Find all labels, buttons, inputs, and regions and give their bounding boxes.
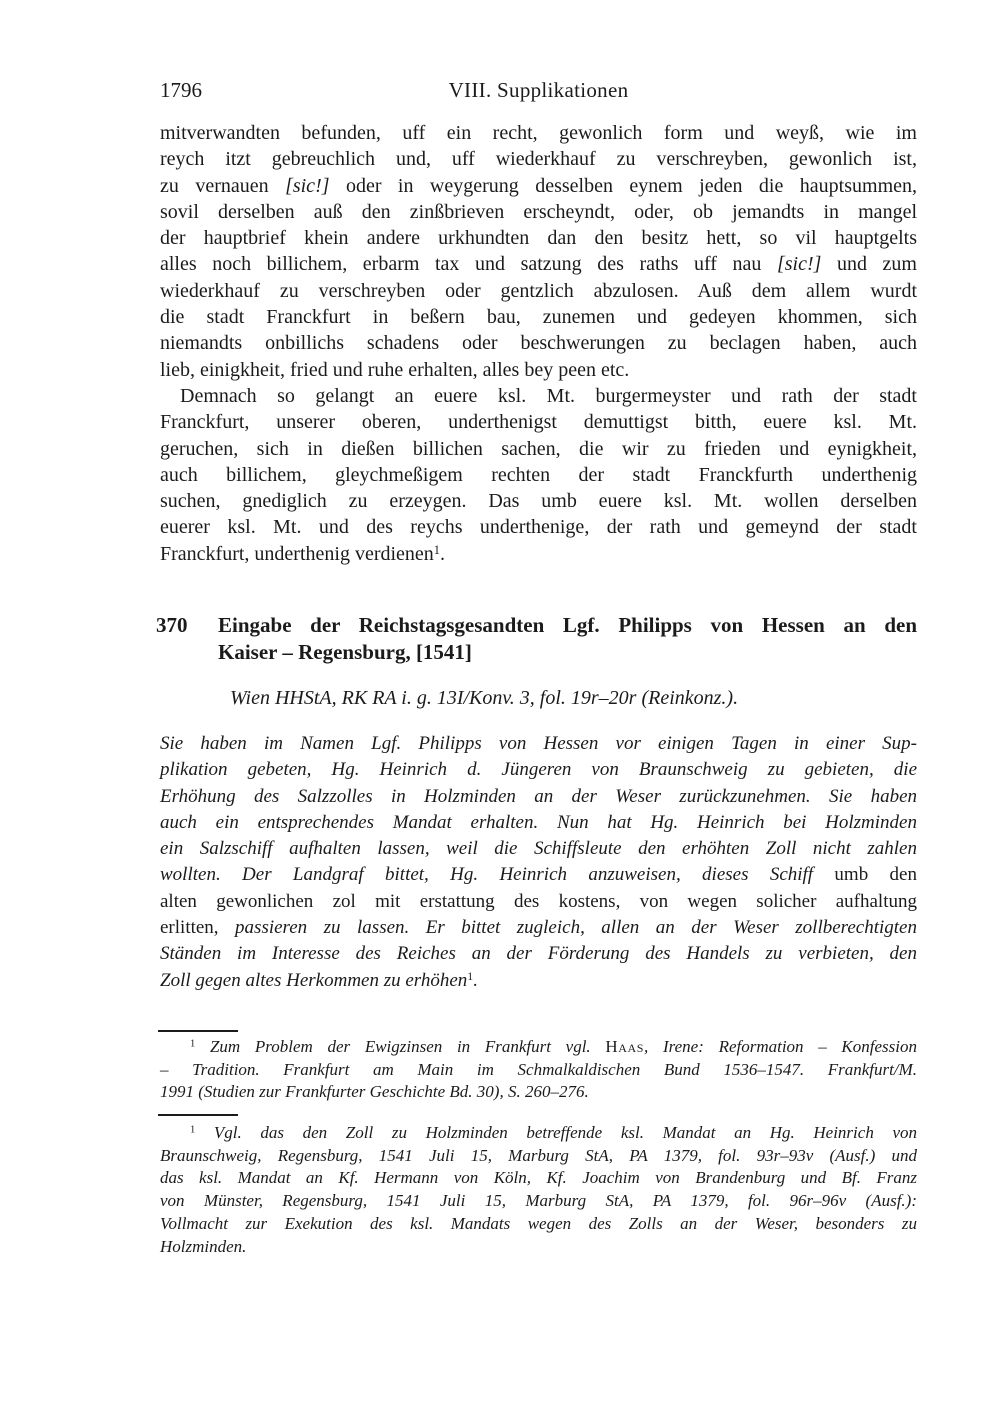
text-segment: . — [440, 542, 445, 565]
text-segment: Kaiser – Regensburg, [1541] — [218, 640, 472, 664]
text-line — [160, 1190, 917, 1213]
text-line — [160, 330, 917, 356]
text-segment: wollten. Der Landgraf bittet, Hg. Heinrich anzuweisen, dieses Schiff — [160, 864, 814, 886]
text-line — [218, 612, 917, 639]
text-segment: zu vernauen — [160, 174, 286, 197]
text-line — [160, 784, 917, 810]
footnote-2 — [160, 1122, 917, 1258]
text-line — [160, 357, 917, 383]
text-segment: passieren zu lassen. Er bittet zugleich, allen an der Weser zollberechtigten — [235, 917, 917, 939]
text-segment: Vollmacht zur Exekution des ksl. Mandats wegen des Zolls an der Weser, besonders zu — [160, 1213, 917, 1233]
text-segment: ein Salzschiff aufhalten lassen, weil die Schiffsleute den erhöhten Zoll nicht zahlen — [160, 838, 917, 860]
text-line — [160, 731, 917, 757]
entry-number: 370 — [156, 613, 188, 637]
text-line — [160, 436, 917, 462]
text-segment: Haas — [605, 1037, 645, 1056]
archive-reference: Wien HHStA, RK RA i. g. 13I/Konv. 3, fol. 19r–20r (Reinkonz.). — [230, 687, 739, 709]
text-segment: wiederkhauf zu verschreyben oder gentzlich abzulosen. Auß dem allem wurdt — [160, 279, 917, 302]
text-line — [160, 541, 917, 567]
text-segment: Braunschweig, Regensburg, 1541 Juli 15, Marburg StA, PA 1379, fol. 93r–93v (Ausf.) und — [160, 1145, 917, 1165]
text-line — [160, 1167, 917, 1190]
text-segment: Vgl. das den Zoll zu Holzminden betreffende ksl. Mandat an Hg. Heinrich von — [195, 1123, 917, 1142]
text-segment: Demnach so gelangt an euere ksl. Mt. burgermeyster und rath der stadt — [180, 385, 917, 407]
text-segment: suchen, gnediglich zu erzeygen. Das umb euere ksl. Mt. wollen derselben — [160, 490, 917, 513]
text-line — [160, 1059, 917, 1082]
text-segment: lieb, einigkheit, fried und ruhe erhalten, alles bey peen etc. — [160, 358, 630, 381]
text-segment: Eingabe der Reichstagsgesandten Lgf. Philipps von Hessen an den — [218, 613, 917, 637]
text-line — [160, 836, 917, 862]
text-segment: alles noch billichem, erbarm tax und satzung des raths uff nau — [160, 253, 777, 276]
text-line — [160, 757, 917, 783]
entry-title — [218, 612, 917, 666]
text-segment: 1991 (Studien zur Frankfurter Geschichte Bd. 30), S. 260–276. — [160, 1082, 589, 1102]
text-line — [160, 462, 917, 488]
text-line — [160, 225, 917, 251]
text-segment: Ständen im Interesse des Reiches an der Förderung des Handels zu verbieten, den — [160, 943, 917, 965]
text-segment: mitverwandten befunden, uff ein recht, gewonlich form und weyß, wie im — [160, 122, 917, 144]
text-segment: das ksl. Mandat an Kf. Hermann von Köln, Kf. Joachim von Brandenburg und Bf. Franz — [160, 1168, 917, 1188]
text-segment: 1 — [433, 542, 440, 557]
text-line — [160, 1213, 917, 1236]
page-header — [160, 78, 917, 104]
text-line — [160, 889, 917, 915]
text-segment: Erhöhung des Salzzolles in Holzminden an der Weser zurückzunehmen. Sie haben — [160, 785, 917, 807]
text-segment: [sic!] — [285, 174, 330, 197]
text-line — [160, 862, 917, 888]
text-segment: 1 — [190, 1124, 196, 1136]
text-line — [160, 409, 917, 435]
running-head: VIII. Supplikationen — [448, 78, 629, 102]
entry-summary — [160, 731, 917, 994]
text-segment: der hauptbrief khein andere urkhundten dan den besitz hett, so vil hauptgelts — [160, 227, 917, 250]
text-segment: , Irene: Reformation – Konfession — [644, 1037, 917, 1056]
text-line — [160, 1122, 917, 1145]
text-segment: geruchen, sich in dießen billichen sachen, die wir zu frieden und eynigkheit, — [160, 437, 917, 460]
footnote-1 — [160, 1036, 917, 1104]
text-line — [160, 488, 917, 514]
footnote-rule — [158, 1114, 238, 1116]
text-line — [160, 810, 917, 836]
text-line — [160, 514, 917, 540]
text-line — [160, 915, 917, 941]
text-line — [160, 173, 917, 199]
text-line — [160, 146, 917, 172]
text-line — [160, 278, 917, 304]
text-line — [160, 1081, 917, 1104]
text-line — [160, 251, 917, 277]
text-segment: Zum Problem der Ewigzinsen in Frankfurt vgl. — [195, 1037, 606, 1056]
text-line — [160, 1236, 917, 1259]
text-segment: niemandts onbillichs schadens oder beschwerungen zu beclagen haben, auch — [160, 332, 917, 355]
text-segment: oder in weygerung desselben eynem jeden die hauptsummen, — [329, 174, 918, 197]
text-line — [218, 639, 917, 666]
text-line — [160, 941, 917, 967]
text-segment: . — [473, 969, 478, 991]
entry-heading — [156, 612, 917, 666]
text-segment: 1 — [190, 1038, 196, 1050]
text-line — [160, 1036, 917, 1059]
text-segment: euerer ksl. Mt. und des reychs underthenige, der rath und gemeynd der stadt — [160, 516, 917, 539]
text-segment: Sie haben im Namen Lgf. Philipps von Hessen vor einigen Tagen in einer Sup- — [160, 733, 917, 754]
text-segment: Zoll gegen altes Herkommen zu erhöhen — [160, 969, 468, 991]
text-segment: Franckfurt, underthenig verdienen — [160, 542, 434, 565]
text-segment: auch ein entsprechendes Mandat erhalten. Nun hat Hg. Heinrich bei Holzminden — [160, 811, 917, 833]
text-segment: alten gewonlichen zol mit erstattung des kostens, von wegen solicher aufhaltung — [160, 890, 917, 912]
text-line — [160, 199, 917, 225]
text-line — [160, 304, 917, 330]
text-segment: reych itzt gebreuchlich und, uff wiederkhauf zu verschreyben, gewonlich ist, — [160, 148, 917, 171]
text-line — [160, 968, 917, 994]
paragraph-petition-closing — [160, 383, 917, 567]
text-segment: plikation gebeten, Hg. Heinrich d. Jüngeren von Braunschweig zu gebieten, die — [160, 759, 917, 781]
text-segment: 1 — [467, 969, 474, 983]
text-segment: umb den — [813, 864, 917, 886]
text-segment: Franckfurt, unserer oberen, underthenigst demuttigst bitth, euere ksl. Mt. — [160, 411, 917, 434]
text-segment: und zum — [821, 253, 917, 276]
text-line — [160, 120, 917, 146]
text-segment: [sic!] — [776, 253, 822, 276]
text-segment: sovil derselben auß den zinßbrieven erscheyndt, oder, ob jemandts in mangel — [160, 200, 917, 223]
text-line — [160, 383, 917, 409]
text-segment: erlitten, — [160, 917, 236, 939]
text-line — [160, 1145, 917, 1168]
text-segment: Holzminden. — [160, 1236, 247, 1256]
text-segment: die stadt Franckfurt in beßern bau, zunemen und gedeyen khommen, sich — [160, 306, 917, 329]
page-number: 1796 — [160, 78, 202, 102]
text-segment: von Münster, Regensburg, 1541 Juli 15, Marburg StA, PA 1379, fol. 96r–96v (Ausf.): — [160, 1191, 917, 1211]
footnote-rule — [158, 1030, 238, 1032]
text-segment: – Tradition. Frankfurt am Main im Schmalkaldischen Bund 1536–1547. Frankfurt/M. — [160, 1059, 917, 1079]
text-segment: auch billichem, gleychmeßigem rechten der stadt Franckfurth underthenig — [160, 463, 917, 486]
paragraph-supplication-continuation — [160, 120, 917, 383]
